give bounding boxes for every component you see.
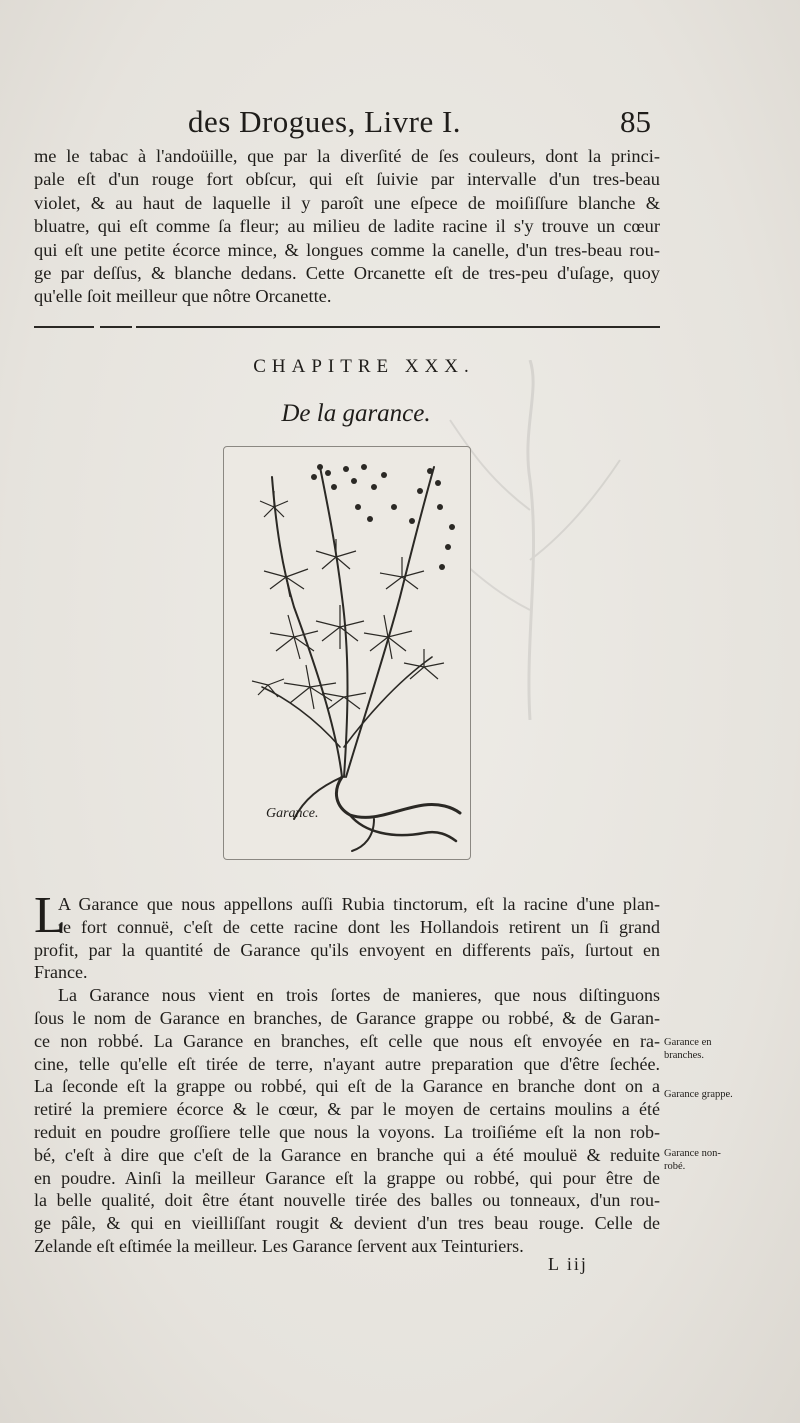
text-line: ce non robbé. La Garance en branches, eſt celle que nous eſt envoyée en ra- (34, 1030, 660, 1051)
text-line: qui eſt une petite écorce mince, & longues comme la canelle, d'un tres-beau rou- (34, 239, 660, 260)
page-number: 85 (620, 104, 651, 139)
margin-note: Garance grappe. (664, 1089, 733, 1100)
text-line: te fort connuë, c'eſt de cette racine dont les Hollandois retirent un ſi grand (58, 916, 660, 937)
continued-paragraph (34, 145, 660, 309)
leaf-whorl (364, 615, 412, 659)
text-line: ge pâle, & qui en vieilliſſant rougit & devient d'un tres beau rouge. Celle de (34, 1213, 660, 1234)
running-title: des Drogues, Livre I. (188, 104, 462, 139)
leaf-whorl (316, 605, 364, 649)
leaf-whorl (264, 557, 308, 597)
text-line: ſous le nom de Garance en branches, de Garance grappe ou robbé, & de Garan- (34, 1007, 660, 1028)
section-rule (34, 326, 660, 332)
leaf-whorl (260, 491, 288, 517)
text-line: La Garance nous vient en trois ſortes de manieres, que nous diſtinguons (58, 985, 660, 1006)
text-line: me le tabac à l'andoüille, que par la diverſité de ſes couleurs, dont la princi- (34, 146, 660, 166)
leaf-whorl (252, 679, 284, 697)
main-text (34, 887, 660, 1258)
text-line: A Garance que nous appellons auſſi Rubia tinctorum, eſt la racine d'une plan- (58, 894, 660, 914)
margin-note: Garance en branches. (664, 1037, 712, 1061)
text-line: en poudre. Ainſi la meilleur Garance eſt la grappe ou robbé, qui pour être de (34, 1167, 660, 1188)
plate-caption: Garance. (266, 806, 319, 821)
text-line: Zelande eſt eſtimée la meilleur. Les Garance ſervent aux Teinturiers. (34, 1235, 524, 1256)
text-line: retiré la premiere écorce & le cœur, & par le moyen de certains moulins a été (34, 1099, 660, 1120)
chapter-heading: CHAPITRE XXX. (253, 356, 475, 377)
leaf-whorl (284, 665, 336, 709)
text-line: bluatre, qui eſt comme ſa fleur; au milieu de ladite racine il s'y trouve un cœur (34, 216, 660, 237)
text-line: violet, & au haut de laquelle il y paroît une eſpece de moiſiſſure blanche & (34, 192, 660, 213)
madder-plant-illustration (224, 447, 470, 859)
text-line: France. (34, 962, 88, 983)
leaf-whorl (322, 693, 366, 709)
text-line: qu'elle ſoit meilleur que nôtre Orcanette. (34, 286, 332, 307)
text-line: la belle qualité, doit être étant nouvelle tirée des balles ou tonneaux, d'un rou- (34, 1190, 660, 1211)
botanical-plate (223, 446, 471, 860)
signature-mark: L iij (548, 1254, 588, 1274)
chapter-title: De la garance. (281, 400, 431, 427)
margin-note: Garance non-robé. (664, 1148, 721, 1172)
text-line: pale eſt d'un rouge fort obſcur, qui eſt ſuivie par intervalle d'un tres-beau (34, 169, 660, 190)
text-line: bé, c'eſt à dire que c'eſt de la Garance en branche qui a été mouluë & reduite (34, 1144, 660, 1165)
text-line: La ſeconde eſt la grappe ou robbé, qui eſt de la Garance en branche dont on a (34, 1076, 660, 1097)
page-header (0, 104, 800, 144)
text-line: ge par deſſus, & blanche dedans. Cette Orcanette eſt de tres-peu d'uſage, quoy (34, 263, 660, 284)
drop-cap: L (34, 887, 66, 944)
text-line: reduit en poudre groſſiere telle que nous la voyons. La troiſiéme eſt la non rob- (34, 1121, 660, 1142)
leaf-whorl (316, 539, 356, 569)
text-line: cine, telle qu'elle eſt tirée de terre, n'ayant autre preparation que d'être ſechée. (34, 1053, 660, 1074)
leaf-whorl (380, 557, 424, 589)
text-line: profit, par la quantité de Garance qu'ils envoyent en differents païs, ſurtout en (34, 939, 660, 960)
